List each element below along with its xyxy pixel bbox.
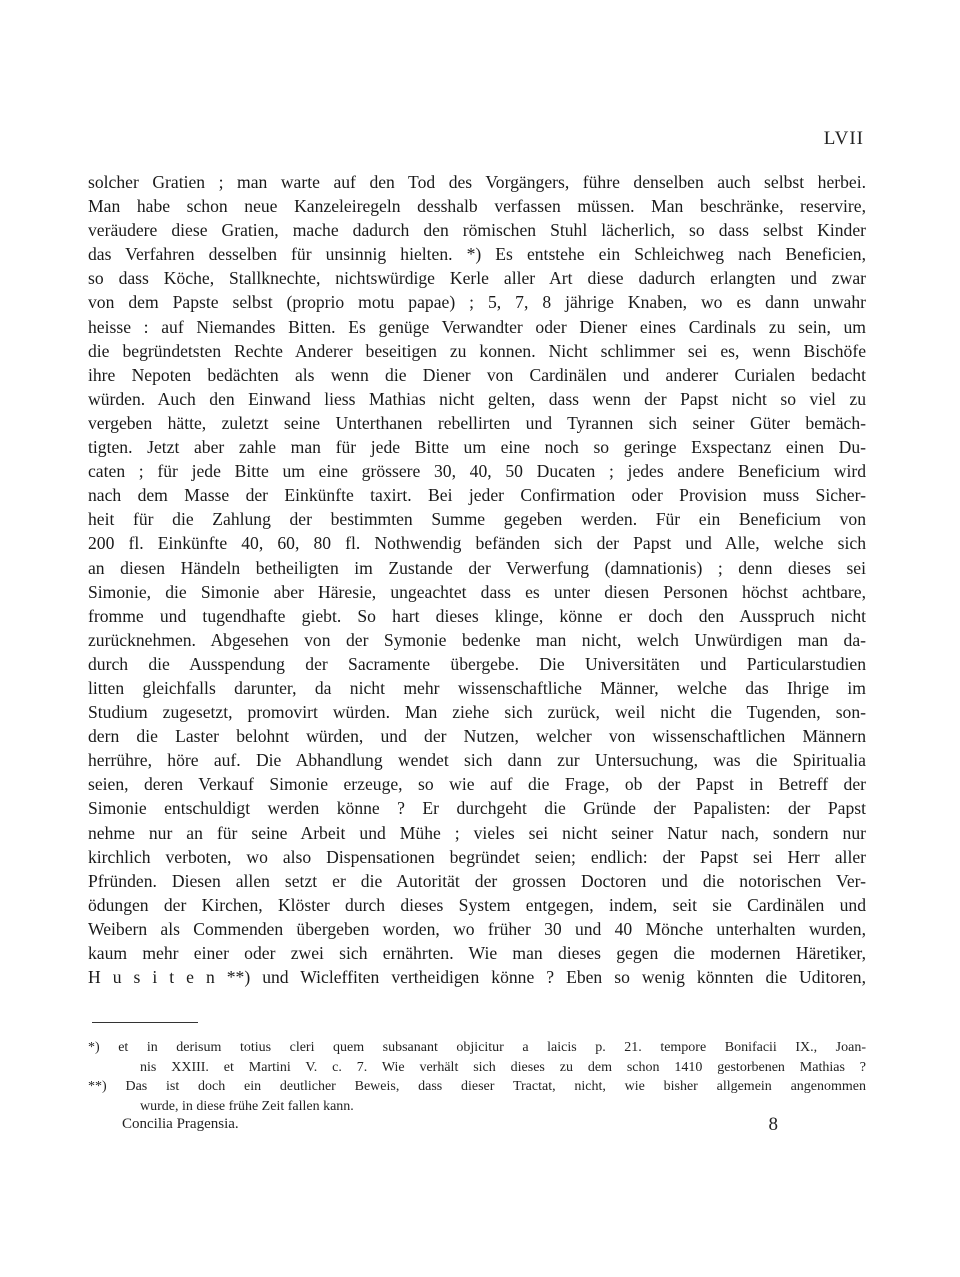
body-line: litten gleichfalls darunter, da nicht mehr wissenschaftliche Männer, welche das Ihrige im (88, 677, 866, 698)
footnotes (88, 1038, 866, 1116)
body-line: Studium zugesetzt, promovirt würden. Man ziehe sich zurück, weil nicht die Tugenden, son- (88, 702, 866, 723)
footnote-rule (92, 1022, 198, 1023)
body-line: heit für die Zahlung der bestimmten Summe gegeben werden. Für ein Beneficium von (88, 509, 866, 530)
body-line: dern die Laster belohnt würden, und der Nutzen, welcher von wissenschaftlichen Männern (88, 726, 866, 747)
body-line: solcher Gratien ; man warte auf den Tod des Vorgängers, führe denselben auch selbst herbei. (88, 172, 866, 192)
body-line: fromme und tugendhafte giebt. So hart dieses klinge, könne er doch den Ausspruch nicht (88, 605, 866, 626)
body-line: Simonie, die Simonie aber Häresie, ungeachtet dass es unter diesen Personen höchst achtbare, (88, 581, 866, 602)
footnote-text: nis XXIII. et Martini V. c. 7. Wie verhält sich dieses zu dem schon 1410 gestorbenen Mathias ? (140, 1059, 866, 1075)
footnote-1-line-1 (88, 1038, 866, 1058)
body-line: nehme nur an für seine Arbeit und Mühe ; vieles sei nicht seiner Natur nach, sondern nur (88, 822, 866, 843)
body-line: nach dem Masse der Einkünfte taxirt. Bei jeder Confirmation oder Provision muss Sicher- (88, 485, 866, 506)
body-line: Simonie entschuldigt werden könne ? Er durchgeht die Gründe der Papalisten: der Papst (88, 798, 866, 819)
body-line: ihre Nepoten bedächten als wenn die Diener von Cardinälen und anderer Curialen bedacht (88, 364, 866, 385)
body-line: caten ; für jede Bitte um eine grössere 30, 40, 50 Ducaten ; jedes andere Beneficium wird (88, 461, 866, 482)
body-line: die begründetsten Rechte Anderer beseitigen zu konnen. Nicht schlimmer sei es, wenn Bischöfe (88, 340, 866, 361)
body-line: H u s i t e n **) und Wicleffiten vertheidigen könne ? Eben so wenig könnten die Uditoren, (88, 967, 866, 988)
body-line: vergeben hätte, zuletzt seine Unterthanen rebellirten und Tyrannen sich seiner Güter bemäch- (88, 412, 866, 433)
footnote-marker: **) (88, 1079, 107, 1094)
body-line: kirchlich verboten, wo also Dispensationen begründet seien; endlich: der Papst sei Herr aller (88, 846, 866, 867)
footnote-2 (88, 1077, 866, 1116)
page-number: LVII (823, 128, 864, 149)
footnote-text: Das ist doch ein deutlicher Beweis, dass dieser Tractat, nicht, wie bisher allgemein angenommen (125, 1079, 866, 1094)
body-line: kaum mehr einer oder zwei sich ernährten. Wie man dieses gegen die modernen Häretiker, (88, 943, 866, 963)
body-line: 200 fl. Einkünfte 40, 60, 80 fl. Nothwendig befänden sich der Papst und Alle, welche sich (88, 533, 866, 554)
body-line: durch die Ausspendung der Sacramente übergebe. Die Universitäten und Particularstudien (88, 653, 866, 674)
body-line: würden. Auch den Einwand liess Mathias nicht gelten, dass wenn der Papst nicht so viel zu (88, 388, 866, 409)
body-line: seien, deren Verkauf Simonie erzeuge, so wie auf die Frage, ob der Papst in Betreff der (88, 774, 866, 795)
footnote-marker: *) (88, 1040, 100, 1055)
body-line: zurücknehmen. Abgesehen von der Symonie bedenke man nicht, welch Unwürdigen man da- (88, 629, 866, 650)
footnote-1 (88, 1038, 866, 1077)
footnote-text: et in derisum totius cleri quem subsanant objicitur a laicis p. 21. tempore Bonifacii IX., Joan- (118, 1040, 867, 1055)
body-text (88, 170, 866, 989)
body-line: Pfründen. Diesen allen setzt er die Autorität der grossen Doctoren und die notorischen Ver- (88, 870, 866, 891)
body-line: heisse : auf Niemandes Bitten. Es genüge Verwandter oder Diener eines Cardinals zu sein, um (88, 316, 866, 337)
footnote-text: wurde, in diese frühe Zeit fallen kann. (140, 1098, 354, 1114)
body-line: an diesen Händeln betheiligten im Zustande der Verwerfung (damnationis) ; denn dieses sei (88, 557, 866, 578)
sheet-number: 8 (768, 1114, 778, 1135)
body-line: herrühre, höre auf. Die Abhandlung wendet sich dann zur Untersuchung, was die Spiritualia (88, 750, 866, 771)
body-line: von dem Papste selbst (proprio motu papae) ; 5, 7, 8 jährige Knaben, wo es dann unwahr (88, 292, 866, 313)
footnote-2-line-1 (88, 1077, 866, 1097)
body-line: das Verfahren desselben für unsinnig hielten. *) Es entstehe ein Schleichweg nach Beneficien, (88, 244, 866, 265)
body-line: ödungen der Kirchen, Klöster durch dieses System entgegen, indem, seit sie Cardinälen und (88, 894, 866, 915)
body-line: so dass Köche, Stallknechte, nichtswürdige Kerle aller Art diese dadurch erlangten und zwar (88, 268, 866, 289)
body-line: Weibern als Commenden übergeben worden, wo früher 30 und 40 Mönche unterhalten wurden, (88, 918, 866, 939)
body-line: tigten. Jetzt aber zahle man für jede Bitte um eine noch so geringe Exspectanz einen Du- (88, 437, 866, 458)
body-line: Man habe schon neue Kanzeleiregeln desshalb verfassen müssen. Man beschränke, reservire, (88, 196, 866, 217)
signature-mark: Concilia Pragensia. (122, 1116, 239, 1132)
body-line: veräudere diese Gratien, mache dadurch den römischen Stuhl lächerlich, so dass selbst Kinder (88, 220, 866, 241)
